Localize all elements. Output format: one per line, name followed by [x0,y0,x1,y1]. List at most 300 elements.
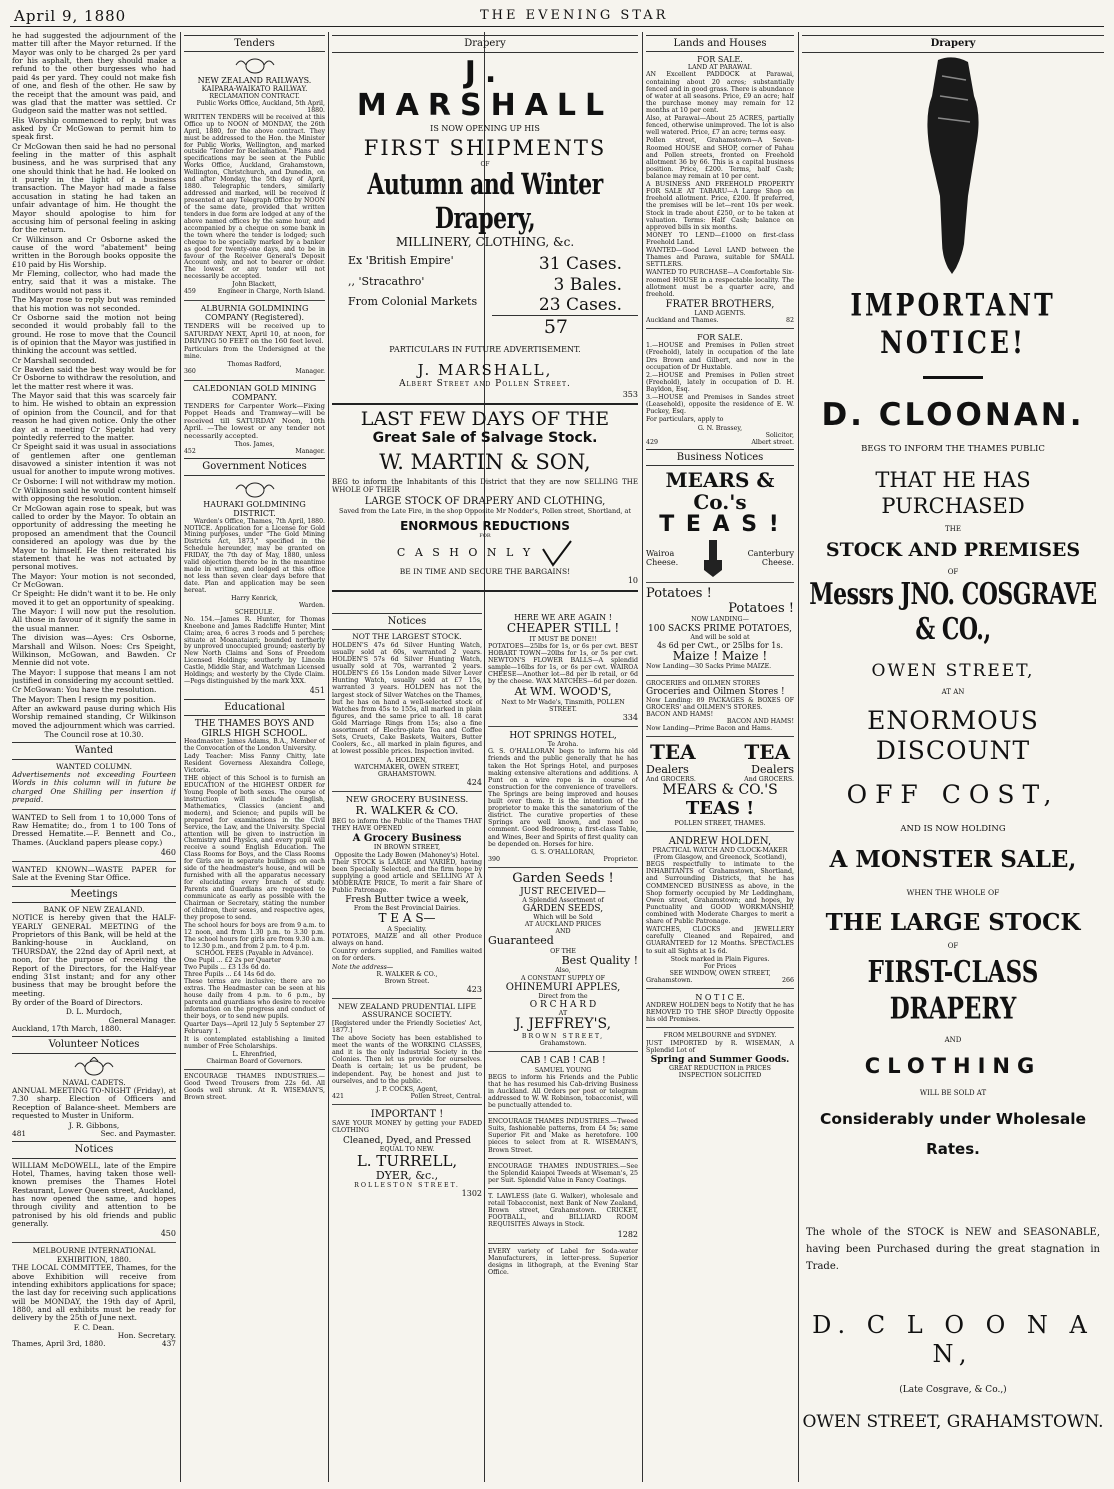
ad-headline: T E A S— [378,911,436,926]
signature: General Manager. [108,1015,176,1025]
ad-text: AND IS NOW HOLDING [900,823,1006,834]
ad-ref: 390 [488,855,501,863]
ad-headline: ENORMOUS REDUCTIONS [400,518,570,533]
ad-text: Wairoa [646,549,675,559]
ad-text: NOTICE is hereby given that the HALF-YEARLY GENERAL MEETING of the Proprietors of this Bank, will be held at the Banking-house in Auckland, on THURSDAY, the 22nd day of April next, at noon, for the purpose of receiving the Report of the Directors, for the Half-year ending 31st instant; and for any other business that may be brought before the meeting. [12,913,176,998]
ad-text: EVERY variety of Label for Soda-water Manufacturers, in letter-press. Superior designs in lithograph, at the Evening Star Office. [488,1247,638,1276]
ad-address: WATCHMAKER, OWEN STREET, GRAHAMSTOWN. [354,763,460,778]
ad-headline: A MONSTER SALE, [829,846,1077,874]
ad-ref: 360 [184,367,196,375]
signature: L. Ehrenfried, [232,1050,277,1058]
ad-text: IN BROWN STREET, [373,844,441,852]
ad-headline: W. MARTIN & SON, [379,449,591,474]
ship-total: 57 [492,315,638,339]
ad-text: THE LOCAL COMMITTEE, Thames, for the above Exhibition will receive from intending exhibitors applications for space; the last day for receiving such applications will be MONDAY, the 19th day of April, 1880, and all exhibits must be ready for delivery by the 25th of June next. [12,1263,176,1323]
ad-title: HERE WE ARE AGAIN ! [514,613,612,622]
article-paragraph: Mr Fleming, collector, who had made the entry, said that it was a mistake. The auditors would not pass it. [12,269,176,295]
signature: Thos. James, [234,440,275,448]
ad-text: OF [480,160,490,168]
ad-text: And will be sold at [690,633,750,641]
signature: John Blackett, [232,281,277,289]
ad-text: For particulars, apply to [646,416,724,424]
ad-text: Pollen street, Grahamstown—A Seven-Roomed HOUSE and SHOP, corner of Pahau and Pollen streets, fronted on Freehold allotment 36 by 66. This is a capital business position. Price, £200. Terms, half Cash; balance may remain at 10 per cent. [646,137,794,180]
ad-text: Particulars from the Undersigned at the mine. [184,345,325,360]
ad-office: Public Works Office, Auckland, 5th April, 1880. [196,99,325,114]
ad-ref: 353 [622,389,638,399]
ad-text: WILLIAM McDOWELL, late of the Empire Hotel, Thames, having taken those well-known premises the Thames Hotel Restaurant, Lower Queen street, Auckland, has now opened the same, and hopes through civility and attention to be patronised by his old friends and public generally. [12,1160,176,1229]
signature: Engineer in Charge, North Island. [217,288,325,296]
ad-headline: CAB ! CAB ! CAB ! [520,1056,606,1067]
ad-headline: D. CLOONAN. [821,397,1085,433]
ad-text: IS NOW OPENING UP HIS [430,124,540,133]
ad-text: WILL BE SOLD AT [919,1089,987,1098]
section-header-tenders: Tenders [184,35,325,52]
ad-headline: Messrs JNO. COSGRAVE & CO., [809,577,1097,648]
ad-text: BEGS TO INFORM THE THAMES PUBLIC [861,444,1045,455]
section-header-educational: Educational [184,699,325,716]
ad-headline: FIRST SHIPMENTS [363,135,607,160]
ad-text: BEG to inform the Inhabitants of this District that they are now SELLING THE WHOLE OF THEIR [332,477,638,495]
ad-ref: 424 [466,777,482,787]
ad-text: ENCOURAGE THAMES INDUSTRIES.—Tweed Suits, fashionable patterns, from £4 5s; same Superior Fit and Make as heretofore. 100 pieces to select from at R. WISEMAN'S, Brown Street. [488,1118,638,1154]
royal-seal-icon [233,479,277,499]
ad-headline: D. C L O O N A N, [812,1311,1094,1369]
ad-headline: Considerably under Wholesale [819,1109,1087,1128]
ad-subtitle: Te Aroha. [547,741,579,749]
article-paragraph: After an awkward pause during which His Worship remained standing, Cr Wilkinson moved the adjournment which was carried. [12,704,176,730]
ad-headline: R. WALKER & CO. [355,804,459,818]
signature: R. WALKER & CO., [376,970,438,978]
ad-text: Now Landing—Prime Bacon and Hams. [646,725,773,733]
ad-text: WANTED to Sell from 1 to 10,000 Tons of Raw Hematite; do., from 1 to 100 Tons of Dressed Hematite.—F. Bennett and Co., Thames. (Auckland papers please copy.) [12,812,176,847]
ad-subtitle: PRACTICAL WATCH AND CLOCK-MAKER [652,846,788,854]
article-paragraph: Cr Wilkinson said he would content himself with opposing the resolution. [12,486,176,504]
ad-headline: Fresh Butter twice a week, [345,895,469,906]
ad-ref: 266 [781,976,794,984]
section-header-government: Government Notices [184,458,325,475]
ad-subtitle: KAIPARA-WAIKATO RAILWAY. [201,85,308,94]
ad-title: N O T I C E. [695,993,745,1003]
ad-text: From the Best Provincial Dairies. [353,905,461,913]
section-header-drapery: Drapery [802,35,1104,53]
signature: Hon. Secretary. [117,1331,176,1341]
ad-address: Brown Street. [384,977,430,985]
ad-text: Quarter Days—April 12 July 5 September 27 February 1. [184,1020,325,1035]
signature: F. C. Dean. [73,1322,115,1332]
ad-text: HOLDEN'S 47s 6d Silver Hunting Watch, usually sold at 60s, warranted 2 years. HOLDEN'S 57s 6d Silver Hunting Watch, usually sold at 70s, warranted 2 years. HOLDEN'S £6 15s London made Silver Lever Hunting Watch, usually sold at £7 15s, warranted 3 years. HOLDEN has not the largest stock of Silver Watches on the Thames, but he has on hand a well-selected stock of Watches from 45s to 155s, all marked in plain figures, and the same price to all. 18 carat Gold Marriage Rings from 15s; also a fine assortment of Electro-plate Tea and Coffee Sets, Cruets, Cake Baskets, Waiters, Butter Coolers, &c., all marked in plain figures, and at lowest possible prices. Inspection invited. [332,641,482,756]
ad-title: FOR SALE. [697,55,743,65]
ad-headline: Groceries and Oilmen Stores ! [646,686,785,697]
ad-title: HAURAKI GOLDMINING DISTRICT. [203,499,306,518]
ad-text: A Splendid Assortment of [522,896,604,904]
signature: G. S. O'HALLORAN, [531,848,595,856]
ad-title: NAVAL CADETS. [62,1077,126,1087]
ad-text: 3.—HOUSE and Premises in Sandes street (Leasehold), opposite the residence of E. W. Puckey, Esq. [646,394,794,416]
fee-line: Two Pupils ... £3 13s 6d do. [184,964,271,972]
ad-headline: ENORMOUS DISCOUNT [867,705,1039,765]
signature: Thomas Radford, [227,360,282,368]
ad-text: GREAT REDUCTION in PRICES [669,1064,771,1072]
ad-text: TENDERS will be received up to SATURDAY NEXT, April 10, at noon, for DRIVING 50 FEET on the 160 feet level. [184,322,325,346]
ad-text: Country orders supplied, and Families waited on for orders. [332,948,482,963]
ad-text: Headmaster: James Adams, B.A., Member of the Convocation of the London University. [184,738,325,753]
fee-line: Three Pupils ... £4 14s 6d do. [184,971,276,979]
ad-text: FOR [479,532,491,539]
ad-headline: OWEN STREET, [871,661,1035,682]
ad-headline: Guaranteed [488,934,554,948]
ad-address: Pollen Street, Central. [410,1092,482,1100]
section-header-wanted: Wanted [12,742,176,759]
section-header-volunteer: Volunteer Notices [12,1036,176,1053]
ad-text: Also, at Parawai—About 25 ACRES, partially fenced, otherwise unimproved. The lot is also well watered. Price, £7 an acre; terms easy. [646,115,794,137]
ad-headline: At WM. WOOD'S, [514,685,612,699]
article-paragraph: The Mayor: Your motion is not seconded, Cr McGowan. [12,571,176,589]
ad-text: BACON AND HAMS! [646,710,714,718]
ad-text: Lady Teacher: Miss Fanny Chitty, late Resident Governess Alexandra College, Victoria. [184,753,325,775]
ad-text: AT AN [941,687,965,696]
ship-line: ,, 'Stracathro' [348,274,425,288]
section-header-business: Business Notices [646,449,794,466]
ad-text: NOTICE. Application for a License for Gold Mining purposes, under "The Gold Mining Districts Act, 1873," specified in the Schedule hereunder, may be granted on FRIDAY, the 7th day of May, 1880, unless valid objection thereto be in the meantime made in writing, and lodged at this office not less than seven clear days before that date. Plan and application may be seen hereat. [184,524,325,594]
section-header-meetings: Meetings [12,886,176,903]
ad-headline: OFF COST, [846,779,1060,809]
ad-ref: 1302 [461,1189,482,1199]
ad-headline: OHINEMURI APPLES, [505,981,621,993]
column-3 [332,32,638,1482]
ad-headline: THAT HE HAS PURCHASED [875,468,1031,518]
ad-ref: 10 [627,575,638,585]
ad-ref: 1282 [617,1229,638,1239]
issue-date: April 9, 1880 [14,7,127,25]
ad-title: CALEDONIAN GOLD MINING COMPANY. [192,383,317,402]
ad-ref: 437 [161,1339,176,1349]
article-paragraph: Cr Speight said it was usual in associations of gentlemen after one gentleman disavowed a sinister intention it was not usual for another to impute wrong motives. [12,442,176,477]
ad-ref: 481 [12,1128,27,1138]
ad-headline: ANDREW HOLDEN, [668,835,772,847]
ad-headline: Spring and Summer Goods. [650,1054,790,1065]
ad-text: WATCHES, CLOCKS and JEWELLERY carefully Cleaned and Repaired, and GUARANTEED for 12 Months. SPECTACLES to suit all Sights at 1s 6d. [646,926,794,955]
signature: Manager. [295,367,325,375]
ad-title: THE THAMES BOYS AND GIRLS HIGH SCHOOL. [194,719,315,740]
signature: Manager. [295,447,325,455]
ad-ref: 423 [466,984,482,994]
ad-date: Auckland, 17th March, 1880. [12,1024,122,1034]
ad-text: INSPECTION SOLICITED [678,1072,762,1080]
ad-text: Note the address— [332,963,394,971]
ad-text: SAVE YOUR MONEY by getting your FADED CLOTHING [332,1120,482,1135]
ad-text: The above Society has been established to meet the wants of the WORKING CLASSES, and it is the only Industrial Society in the Colonies. Then let us provide for ourselves. Death is certain; let us be prudent, be independent. Pay, be honest and just to ourselves, and to the public. [332,1035,482,1085]
ad-headline: IMPORTANT NOTICE! [850,286,1056,361]
ad-ref: 334 [622,712,638,722]
checkmark-icon [541,539,573,567]
ad-text: No. 154.—James R. Hunter, for Thomas Kneebone and James Radcliffe Hunter, Mint Claim; area, 6 acres 3 roods and 5 perches; situate at Moanataiari; bounded northerly by unproved unoccupied ground; easterly by New North Claims and Sons of Freedom Licensed Holdings; southerly by Lincoln Castle, Middle Star, and Watchman Licensed Holdings; and westerly by the Clyde Claim.—Pegs distinguished by the mark XXX. [184,615,325,686]
ad-title: SAMUEL YOUNG [534,1066,592,1074]
ship-value: 3 Bales. [553,274,622,295]
pointing-hand-icon [918,56,988,276]
ad-text: For Prices [703,962,737,970]
ad-headline: THE LARGE STOCK [825,908,1081,936]
ad-text: POTATOES, MAIZE and all other Produce always on hand. [332,933,482,948]
ad-headline: IMPORTANT ! [370,1109,444,1121]
ad-title: NEW ZEALAND PRUDENTIAL LIFE ASSURANCE SOCIETY. [337,1001,477,1020]
ad-text: ENCOURAGE THAMES INDUSTRIES.—See the Splendid Kaiapoi Tweeds at Wiseman's, 25 per Suit. Splendid Value in Fancy Coatings. [488,1162,638,1184]
ad-text: IT MUST BE DONE!! [529,635,597,643]
ad-text: BE IN TIME AND SECURE THE BARGAINS! [399,566,571,576]
ad-headline: MEARS & CO.'S [662,782,778,799]
ad-headline: J. MARSHALL, [417,360,553,379]
ad-text: A Speciality. [387,925,427,933]
ad-text: By order of the Board of Directors. [12,998,143,1007]
ad-ref: 429 [646,438,659,446]
ad-title: NOT THE LARGEST STOCK. [352,632,462,642]
ad-text: 4s 6d per Cwt., or 25lbs for 1s. [656,640,784,650]
ad-text: EQUAL TO NEW. [379,1145,435,1153]
column-3b [488,610,638,1277]
column-rule [642,32,643,1482]
article-paragraph: Cr McGowan again rose to speak, but was called to order by the Mayor. To obtain an opportunity of addressing the meeting he proposed an amendment that the Council considered an apology was due by the Mayor to himself. He then reiterated his statement that he was not actuated by personal motives. [12,503,176,572]
column-2 [184,32,325,1482]
newspaper-title: THE EVENING STAR [480,8,669,23]
ad-headline: TEA [744,740,790,765]
column-5 [646,32,794,1482]
ad-text: AND [944,1035,962,1044]
ad-headline: Potatoes ! [728,600,794,616]
ad-text: T. LAWLESS (late G. Walker), wholesale and retail Tobacconist, next Bank of New Zealand, Brown street, Grahamstown. CRICKET, FOOTBALL, and BILLIARD ROOM REQUISITES Always in Stock. [488,1193,638,1229]
article-paragraph: The Mayor: I suppose that means I am not justified in considering my account settled. [12,667,176,685]
ad-address: Grahamstown. [646,976,693,984]
ad-text: Stock marked in Plain Figures. [670,955,770,963]
article-paragraph: Cr McGowan then said he had no personal feeling in the matter of this asphalt business, and he was surprised that any one should think that he had. He looked on it purely in the light of a business transaction. The Mayor had made a false accusation in stating he had taken an unfair advantage of him. He thought the Mayor should apologise to him for accusing him of personal feeling in asking for the return. [12,141,176,235]
ad-text: PARTICULARS IN FUTURE ADVERTISEMENT. [389,345,581,355]
column-rule [798,32,799,1482]
ad-text: Which will be Sold [533,914,593,922]
signature: J. P. COCKS, Agent, [376,1085,438,1093]
ad-headline: Cleaned, Dyed, and Pressed [343,1135,471,1146]
ad-text: And GROCERS. [744,776,794,784]
article-paragraph: Cr Bawden said the best way would be for Cr Osborne to withdraw the resolution, and let the matter rest where it was. [12,365,176,391]
ad-title: HOT SPRINGS HOTEL, [509,731,617,742]
ad-address: POLLEN STREET, THAMES. [674,819,766,827]
ad-text: A CONSTANT SUPPLY OF [520,974,606,982]
ad-text: GARDEN SEEDS, [522,903,604,914]
signature: D. L. Murdoch, [65,1007,123,1017]
ad-ref: 451 [309,686,325,696]
ad-text: Cheese. [646,558,679,568]
ad-text: (Late Cosgrave, & Co.,) [899,1385,1007,1395]
ad-address: Grahamstown. [539,1040,587,1048]
ad-headline: J. MARSHALL [356,55,614,123]
ship-value: 31 Cases. [538,254,622,275]
ad-headline: STOCK AND PREMISES [825,539,1081,562]
article-paragraph: Cr Wilkinson and Cr Osborne asked the cause of the word "abatement" being written in the Borough books opposite the £10 paid by His Worship. [12,234,176,269]
ad-text: JUST IMPORTED by R. WISEMAN, A Splendid Lot of [646,1039,794,1054]
ad-headline: TEAS ! [685,798,755,820]
ad-text: G. S. O'HALLORAN begs to inform his old friends and the public generally that he has taken the Hot Springs Hotel, and purposes making extensive alterations and additions. A Punt on a wire rope is in course of construction for the convenience of travellers. The Springs are being improved and houses built over them. It is the intention of the proprietor to make this the sanatorium of the district. The curative properties of these Springs are well known, and need no comment. Good Bedrooms; a first-class Table, and Wines, Beer and Spirits of first quality can be depended on. Horses for hire. [488,748,638,848]
column-1 [12,32,176,1482]
signature: A. HOLDEN, [386,756,428,764]
ad-text: AT AUCKLAND PRICES [524,921,602,929]
ad-ref: 82 [785,317,794,325]
ad-headline: LAST FEW DAYS OF THE [360,408,610,431]
ad-text: OF THE [550,947,576,955]
column-rule [328,32,329,1482]
ship-value: 23 Cases. [538,294,622,315]
article-paragraph: Cr Marshall seconded. [12,355,97,365]
ad-address: BROWN STREET, [521,1033,605,1041]
ad-headline: Potatoes ! [646,586,712,602]
ad-subtitle: SCHEDULE. [234,608,275,616]
ad-headline: Maize ! Maize ! [672,648,768,663]
ad-text: SEE WINDOW, OWEN STREET, [669,969,771,977]
ad-text: Now Landing—30 Sacks Prime MAIZE. [646,663,772,671]
ad-headline: CHEAPER STILL ! [506,621,620,636]
signature: G. N. Brassey, [697,424,743,432]
ad-headline: FRATER BROTHERS, [665,298,775,310]
ad-headline: Autumn and Winter Drapery, [367,168,603,237]
ship-line: From Colonial Markets [348,294,478,308]
ad-text: Also, [555,967,571,975]
ad-text: WANTED TO PURCHASE—A Comfortable Six-roomed HOUSE in a respectable locality. The allotment must be a quarter acre, and freehold. [646,269,794,298]
ad-address: Albert Street and Pollen Street. [399,378,571,389]
ad-headline: T E A S ! [659,512,781,538]
ad-title: WANTED COLUMN. [56,761,132,771]
ad-text: Canterbury [747,549,794,559]
ad-text: ANDREW HOLDEN begs to Notify that he has REMOVED TO THE SHOP Directly Opposite his old Premises. [646,1002,794,1024]
ad-text: And GROCERS. [646,776,696,784]
ad-text: TENDERS for Carpenter Work—Fixing Poppet Heads and Tramway—will be received till SATURDAY Noon, 10th April. —The lowest or any tender not necessarily accepted. [184,401,325,440]
ad-title: BANK OF NEW ZEALAND. [43,905,145,915]
ad-text: AN Excellent PADDOCK at Parawai, containing about 20 acres; substantially fenced and in good grass. There is abundance of water at all seasons. Price, £9 an acre; half the purchase money may remain for 12 months at 10 per cent. [646,71,794,114]
article-paragraph: Cr Osborne said the motion not being seconded it would probably fall to the ground. He rose to move that the Council is of opinion that the Mayor was justified in thinking the account was settled. [12,312,176,356]
signature: Harry Kenrick, [231,594,278,602]
section-header-notices: Notices [12,1141,176,1158]
signature: Warden. [298,601,325,609]
ad-subtitle: LAND AGENTS. [694,310,746,318]
section-header-notices: Notices [332,613,482,630]
ad-headline: A Grocery Business [352,833,462,845]
signature: J. R. Gibbons, [68,1120,120,1130]
ad-text: NOW LANDING— [691,616,749,624]
ad-ref: 452 [184,447,196,455]
ad-address: Auckland and Thames. [646,317,719,325]
ad-text: ANNUAL MEETING TO-NIGHT (Friday), at 7.30 sharp. Election of Officers and Reception of Balance-sheet. Members are requested to Muster in Uniform. [12,1086,176,1121]
article-paragraph: The division was—Ayes: Crs Osborne, Marshall and Wilson. Noes: Crs Speight, Wilkinson, McGowan, and Bawden. Cr Mennie did not vote. [12,633,176,668]
ad-text: These terms are inclusive; there are no extras. The Headmaster can be seen at his house daily from 4 p.m. to 6 p.m., by parents and guardians who desire to receive information on the progress and conduct of their boys, or to send new pupils. [184,978,325,1020]
ad-headline: MEARS & Co.'s [665,468,775,515]
ad-ref: 459 [184,288,196,296]
ad-title: NEW GROCERY BUSINESS. [345,794,469,805]
ad-address: Albert street. [751,438,794,446]
signature: Sec. and Paymaster. [100,1128,176,1138]
ad-text: Cheese. [761,558,794,568]
ad-text: Now Landing: 89 PACKAGES & BOXES OF GROCERS' and OILMEN'S STORES. [646,696,794,711]
ad-title: FROM MELBOURNE and SYDNEY. [663,1032,777,1040]
ad-subtitle: RECLAMATION CONTRACT. [209,92,300,100]
masthead [10,4,1104,27]
article-paragraph: The Mayor: I will now put the resolution. All those in favour of it signify the same in the usual manner. [12,607,176,633]
ad-text: Advertisements not exceeding Fourteen Words in this column will in future be charged One Shilling per insertion if prepaid. [12,770,176,805]
ad-text: LARGE STOCK OF DRAPERY AND CLOTHING, [364,495,606,507]
ship-line: Ex 'British Empire' [348,254,454,268]
signature: Chairman Board of Governors. [206,1057,303,1065]
ad-text: BEGS to inform his Friends and the Public that he has resumed his Cab-driving Business in Auckland. All Orders per post or telegram addressed to W. W. Robinson, tobacconist, will be punctually attended to. [488,1073,638,1110]
ad-ref: 450 [160,1229,176,1239]
ad-text: BEGS respectfully to intimate to the INHABITANTS of Grahamstown, Shortland, and Surrounding Districts, that he has COMMENCED BUSINESS as above, in the Shop formerly occupied by Mr Leddingham, Owen street, Grahamstown; and hopes, by Punctuality and GOOD WORKMANSHIP, combined with Moderate Charges to merit a share of Public Patronage. [646,861,794,926]
ad-text: BACON AND HAMS! [726,718,794,726]
ad-text: WHEN THE WHOLE OF [906,887,1000,897]
ad-text: It is contemplated establishing a limited number of Free Scholarships. [184,1035,325,1050]
ad-text: Opposite the Lady Bowen (Mahoney's) Hotel. [334,851,480,859]
section-header-drapery: Drapery [332,35,638,53]
ad-headline: CLOTHING [864,1054,1042,1079]
article-paragraph: Cr Speight: He didn't want it to be. He only moved it to get an opportunity of speaking. [12,589,176,607]
column-3a [332,610,482,1198]
ad-office: Warden's Office, Thames, 7th April, 1880. [193,517,325,525]
article-paragraph: The Mayor rose to reply but was reminded that his motion was not seconded. [12,295,176,313]
ad-date: Thames, April 3rd, 1880. [12,1339,106,1349]
ad-text: POTATOES—25lbs for 1s, or 6s per cwt. BEST HOBART TOWN—20lbs for 1s, or 5s per cwt. NEWTON'S FLOWER BALLS—A splendid sample—16lbs for 1s, or 6s per cwt. WAIROA CHEESE—Another lot—8d per lb retail, or 6d by the cheese. WAX MATCHES—6d per dozen. [488,642,638,686]
ad-text: MONEY TO LEND—£1000 on first-class Freehold Land. [646,231,794,246]
column-6 [802,32,1104,1482]
ad-subtitle: SCHOOL FEES (Payable in Advance). [195,950,314,958]
ad-ref: 460 [160,848,176,857]
ad-text: OF [947,567,959,576]
ad-text: GROCERIES and OILMEN STORES [646,679,761,687]
ad-headline: C A S H O N L Y [396,546,534,560]
ad-subtitle: LAND AT PARAWAI. [687,64,753,72]
ad-title: MELBOURNE INTERNATIONAL EXHIBITION, 1880. [32,1246,156,1264]
ad-text: WANTED KNOWN—WASTE PAPER for Sale at the Evening Star Office. [12,865,176,883]
article-paragraph: he had suggested the adjournment of the matter till after the Mayor returned. If the Mayor was only to be charged 2s per yard for his asphalt, then they should make a refund to the other burgesses who had paid 4s per yard. They could not make fish of one, and flesh of the other. He saw by the receipt that the amount was paid, and was glad that the matter was settled. Cr Gudgeon said the matter was not settled. [12,32,176,116]
ad-headline: Best Quality ! [561,954,638,967]
ad-text: Their STOCK is LARGE and VARIED, having been Specially Selected, and the firm hope by supplying a good article and SELLING AT A MODERATE PRICE, To merit a fair Share of Public Patronage. [332,858,482,895]
ad-text: A BUSINESS AND FREEHOLD PROPERTY FOR SALE AT TABARU—A Large Shop on freehold allotment. Price, £200. If preferred, the premises will be let—rent 10s per week. Stock in trade about £250, or to be taken at valuation. Terms: Half Cash; balance on approved bills in six months. [646,181,794,231]
ad-text: AT [558,1010,568,1018]
article-paragraph: His Worship commenced to reply, but was asked by Cr McGowan to permit him to speak first. [12,115,176,142]
royal-seal-icon [72,1057,116,1077]
ad-text: 1.—HOUSE and Premises in Pollen street (Freehold), lately in occupation of the late Drs Brown and Gilbert, and now in the occupation of Dr Huxtable. [646,342,794,371]
ad-text: The whole of the STOCK is NEW and SEASONABLE, having been Purchased during the great stagnation in Trade. [806,1227,1100,1273]
ad-text: O R C H A R D [529,1000,597,1011]
article-paragraph: The Mayor said that this was scarcely fair to him. He wished to obtain an expression of opinion from the Council, and for that reason he had given notice. Only the other day at a meeting Cr Speight had very pointedly referred to the matter. [12,391,176,442]
signature: Proprietor. [603,855,638,863]
ad-text: Saved from the Late Fire, in the shop Opposite Mr Nodder's, Pollen street, Shortland, at [339,506,631,515]
ad-headline: Rates. [926,1140,980,1159]
ad-text: Direct from the [538,992,588,1000]
ad-text: ENCOURAGE THAMES INDUSTRIES.—Good Tweed Trousers from 22s 6d. All Goods well shrunk. At R. WISEMAN'S, Brown street. [184,1073,325,1102]
ad-headline: Great Sale of Salvage Stock. [372,429,598,446]
ad-headline: TEA [650,740,696,765]
ad-title: FOR SALE. [697,333,743,343]
ad-headline: FIRST-CLASS DRAPERY [867,954,1039,1026]
article-paragraph: Cr Osborne: I will not withdraw my motion. [12,476,176,486]
ad-address: ROLLESTON STREET. [354,1182,460,1190]
ad-text: MILLINERY, CLOTHING, &c. [395,234,575,249]
ad-headline: 100 SACKS PRIME POTATOES, [648,623,792,634]
ad-subtitle: (From Glasgow, and Greenock, Scotland), [653,854,787,862]
ad-headline: J. JEFFREY'S, [514,1016,612,1033]
royal-seal-icon [233,55,277,75]
fee-line: One Pupil ... £2 2s per Quarter [184,957,281,965]
ad-text: BEG to inform the Public of the Thames THAT THEY HAVE OPENED [332,817,482,832]
column-rule [180,32,181,1482]
section-header-lands: Lands and Houses [646,35,794,52]
ad-address: Next to Mr Wade's, Tinsmith, POLLEN STREET. [501,698,625,713]
ad-headline: L. TURRELL, [356,1151,458,1170]
ad-headline: Garden Seeds ! [512,871,614,887]
ad-title: ALBURNIA GOLDMINING COMPANY (Registered). [200,304,309,323]
ad-text: 2.—HOUSE and Premises in Pollen street (Freehold), lately in occupation of D. H. Bayldon, Esq. [646,371,794,394]
